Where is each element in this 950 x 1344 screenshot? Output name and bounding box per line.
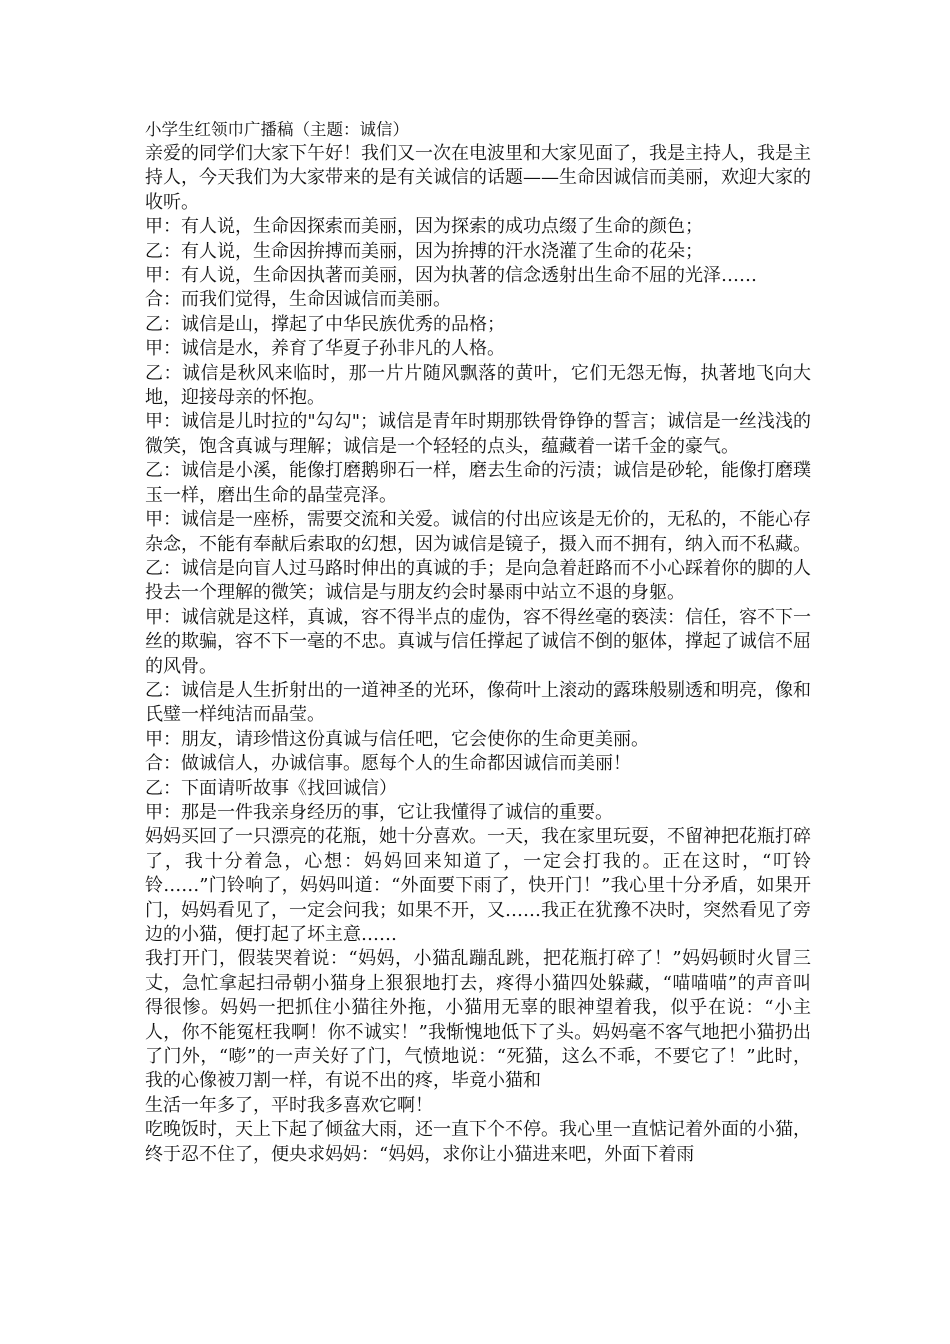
paragraph: 甲：诚信是儿时拉的"勾勾"；诚信是青年时期那铁骨铮铮的誓言；诚信是一丝浅浅的微笑，饱含真诚与理解；诚信是一个轻轻的点头，蕴藏着一诺千金的豪气。 (145, 411, 811, 457)
story-paragraph: 吃晚饭时，天上下起了倾盆大雨，还一直下个不停。我心里一直惦记着外面的小猫，终于忍不住了，便央求妈妈：“妈妈，求你让小猫进来吧，外面下着雨 (145, 1119, 811, 1165)
story-paragraph: 生活一年多了，平时我多喜欢它啊！ (145, 1094, 433, 1116)
story-paragraph: 妈妈买回了一只漂亮的花瓶，她十分喜欢。一天，我在家里玩耍，不留神把花瓶打碎了，我十分着急，心想：妈妈回来知道了，一定会打我的。正在这时，“叮铃铃……”门铃响了，妈妈叫道：“外面要下雨了，快开门！”我心里十分矛盾，如果开门，妈妈看见了，一定会问我；如果不开，又……我正在犹豫不决时，突然看见了旁边的小猫，便打起了坏主意…… (145, 826, 811, 945)
paragraph: 乙：诚信是向盲人过马路时伸出的真诚的手；是向急着赶路而不小心踩着你的脚的人投去一个理解的微笑；诚信是与朋友约会时暴雨中站立不退的身躯。 (145, 557, 811, 604)
paragraph: 甲：有人说，生命因探索而美丽，因为探索的成功点缀了生命的颜色； (145, 216, 703, 238)
paragraph: 乙：诚信是小溪，能像打磨鹅卵石一样，磨去生命的污渍；诚信是砂轮，能像打磨璞玉一样，磨出生命的晶莹亮泽。 (145, 460, 811, 506)
paragraph: 乙：下面请听故事《找回诚信） (145, 777, 397, 799)
paragraph: 甲：有人说，生命因执著而美丽，因为执著的信念透射出生命不屈的光泽…… (145, 265, 757, 287)
paragraph-greeting: 亲爱的同学们大家下午好！我们又一次在电波里和大家见面了，我是主持人，我是主持人，今天我们为大家带来的是有关诚信的话题——生命因诚信而美丽，欢迎大家的收听。 (145, 143, 811, 213)
paragraph: 甲：诚信是水，养育了华夏子孙非凡的人格。 (145, 338, 505, 360)
story-paragraph: 我打开门，假装哭着说：“妈妈，小猫乱蹦乱跳，把花瓶打碎了！”妈妈顿时火冒三丈，急忙拿起扫帚朝小猫身上狠狠地打去，疼得小猫四处躲藏，“喵喵喵”的声音叫得很惨。妈妈一把抓住小猫往外拖，小猫用无辜的眼神望着我，似乎在说：“小主人，你不能冤枉我啊！你不诚实！”我惭愧地低下了头。妈妈毫不客气地把小猫扔出了门外，“嘭”的一声关好了门，气愤地说：“死猫，这么不乖，不要它了！”此时，我的心像被刀割一样，有说不出的疼，毕竟小猫和 (145, 948, 811, 1092)
paragraph: 甲：诚信是一座桥，需要交流和关爱。诚信的付出应该是无价的，无私的，不能心存杂念，不能有奉献后索取的幻想，因为诚信是镜子，摄入而不拥有，纳入而不私藏。 (145, 509, 811, 555)
document-title: 小学生红领巾广播稿（主题：诚信） (145, 120, 409, 139)
paragraph: 甲：那是一件我亲身经历的事，它让我懂得了诚信的重要。 (145, 801, 613, 823)
paragraph: 乙：有人说，生命因拚搏而美丽，因为拚搏的汗水浇灌了生命的花朵； (145, 240, 703, 262)
document-body (145, 118, 811, 1167)
paragraph: 合：做诚信人，办诚信事。愿每个人的生命都因诚信而美丽！ (145, 753, 631, 775)
paragraph: 乙：诚信是人生折射出的一道神圣的光环，像荷叶上滚动的露珠般剔透和明亮，像和氏璧一样纯洁而晶莹。 (145, 679, 811, 726)
paragraph: 甲：朋友，请珍惜这份真诚与信任吧，它会使你的生命更美丽。 (145, 728, 649, 750)
paragraph: 乙：诚信是秋风来临时，那一片片随风飘落的黄叶，它们无怨无悔，执著地飞向大地，迎接母亲的怀抱。 (145, 362, 811, 409)
paragraph: 甲：诚信就是这样，真诚，容不得半点的虚伪，容不得丝毫的亵渎：信任，容不下一丝的欺骗，容不下一毫的不忠。真诚与信任撑起了诚信不倒的躯体，撑起了诚信不屈的风骨。 (145, 606, 811, 677)
paragraph: 合：而我们觉得，生命因诚信而美丽。 (145, 289, 451, 311)
paragraph: 乙：诚信是山，撑起了中华民族优秀的品格； (145, 313, 505, 335)
